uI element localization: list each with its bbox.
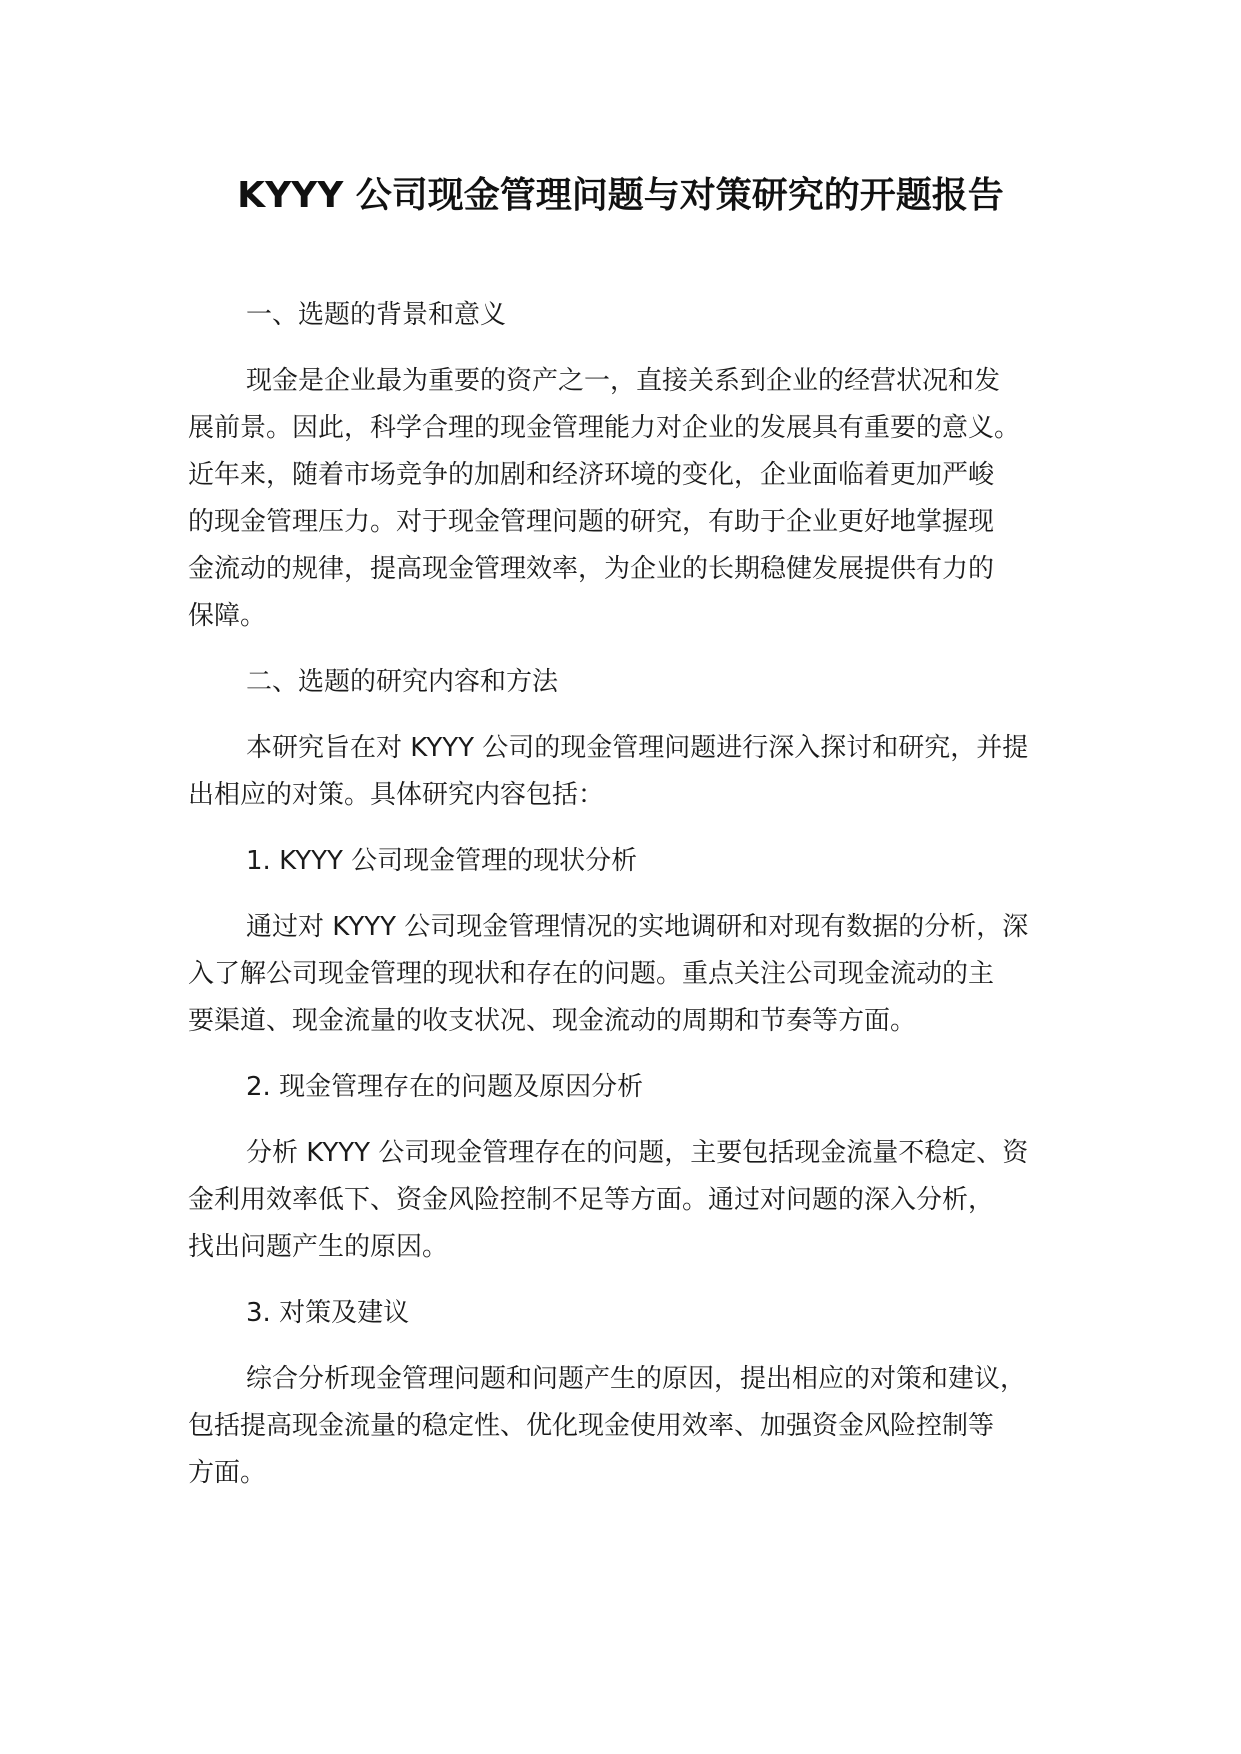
paragraph-background <box>188 358 1068 640</box>
section-heading-background <box>188 292 1068 339</box>
text-line: 金利用效率低下、资金风险控制不足等方面。通过对问题的深入分析， <box>188 1185 995 1215</box>
text-line: 的现金管理压力。对于现金管理问题的研究，有助于企业更好地掌握现 <box>188 507 995 537</box>
document-body <box>188 292 1068 1516</box>
paragraph-problems <box>188 1130 1068 1271</box>
text-line: 包括提高现金流量的稳定性、优化现金使用效率、加强资金风险控制等 <box>188 1411 995 1441</box>
text-line: 近年来，随着市场竞争的加剧和经济环境的变化，企业面临着更加严峻 <box>188 460 995 490</box>
text-line: 本研究旨在对 KYYY 公司的现金管理问题进行深入探讨和研究，并提 <box>246 733 1029 763</box>
subheading-problems <box>188 1064 1068 1111</box>
subheading-status-analysis <box>188 838 1068 885</box>
text-line: 1. KYYY 公司现金管理的现状分析 <box>246 846 638 876</box>
text-line: 通过对 KYYY 公司现金管理情况的实地调研和对现有数据的分析，深 <box>246 912 1029 942</box>
text-line: 出相应的对策。具体研究内容包括： <box>188 780 605 810</box>
text-line: 二、选题的研究内容和方法 <box>246 667 559 697</box>
text-line: 要渠道、现金流量的收支状况、现金流动的周期和节奏等方面。 <box>188 1006 917 1036</box>
paragraph-status-analysis <box>188 904 1068 1045</box>
section-heading-research <box>188 659 1068 706</box>
text-line: 综合分析现金管理问题和问题产生的原因，提出相应的对策和建议， <box>246 1364 1027 1394</box>
text-line: 入了解公司现金管理的现状和存在的问题。重点关注公司现金流动的主 <box>188 959 995 989</box>
text-line: 展前景。因此，科学合理的现金管理能力对企业的发展具有重要的意义。 <box>188 413 1021 443</box>
text-line: 找出问题产生的原因。 <box>188 1232 449 1262</box>
paragraph-research-intro <box>188 725 1068 819</box>
subheading-countermeasures <box>188 1290 1068 1337</box>
text-line: 2. 现金管理存在的问题及原因分析 <box>246 1072 644 1102</box>
text-line: 3. 对策及建议 <box>246 1298 410 1328</box>
text-line: 现金是企业最为重要的资产之一，直接关系到企业的经营状况和发 <box>246 366 1001 396</box>
text-line: 方面。 <box>188 1458 267 1488</box>
text-line: 分析 KYYY 公司现金管理存在的问题，主要包括现金流量不稳定、资 <box>246 1138 1029 1168</box>
document-title: KYYY 公司现金管理问题与对策研究的开题报告 <box>237 175 1004 216</box>
text-line: 一、选题的背景和意义 <box>246 300 507 330</box>
text-line: 金流动的规律，提高现金管理效率，为企业的长期稳健发展提供有力的 <box>188 554 995 584</box>
paragraph-countermeasures <box>188 1356 1068 1497</box>
text-line: 保障。 <box>188 601 267 631</box>
